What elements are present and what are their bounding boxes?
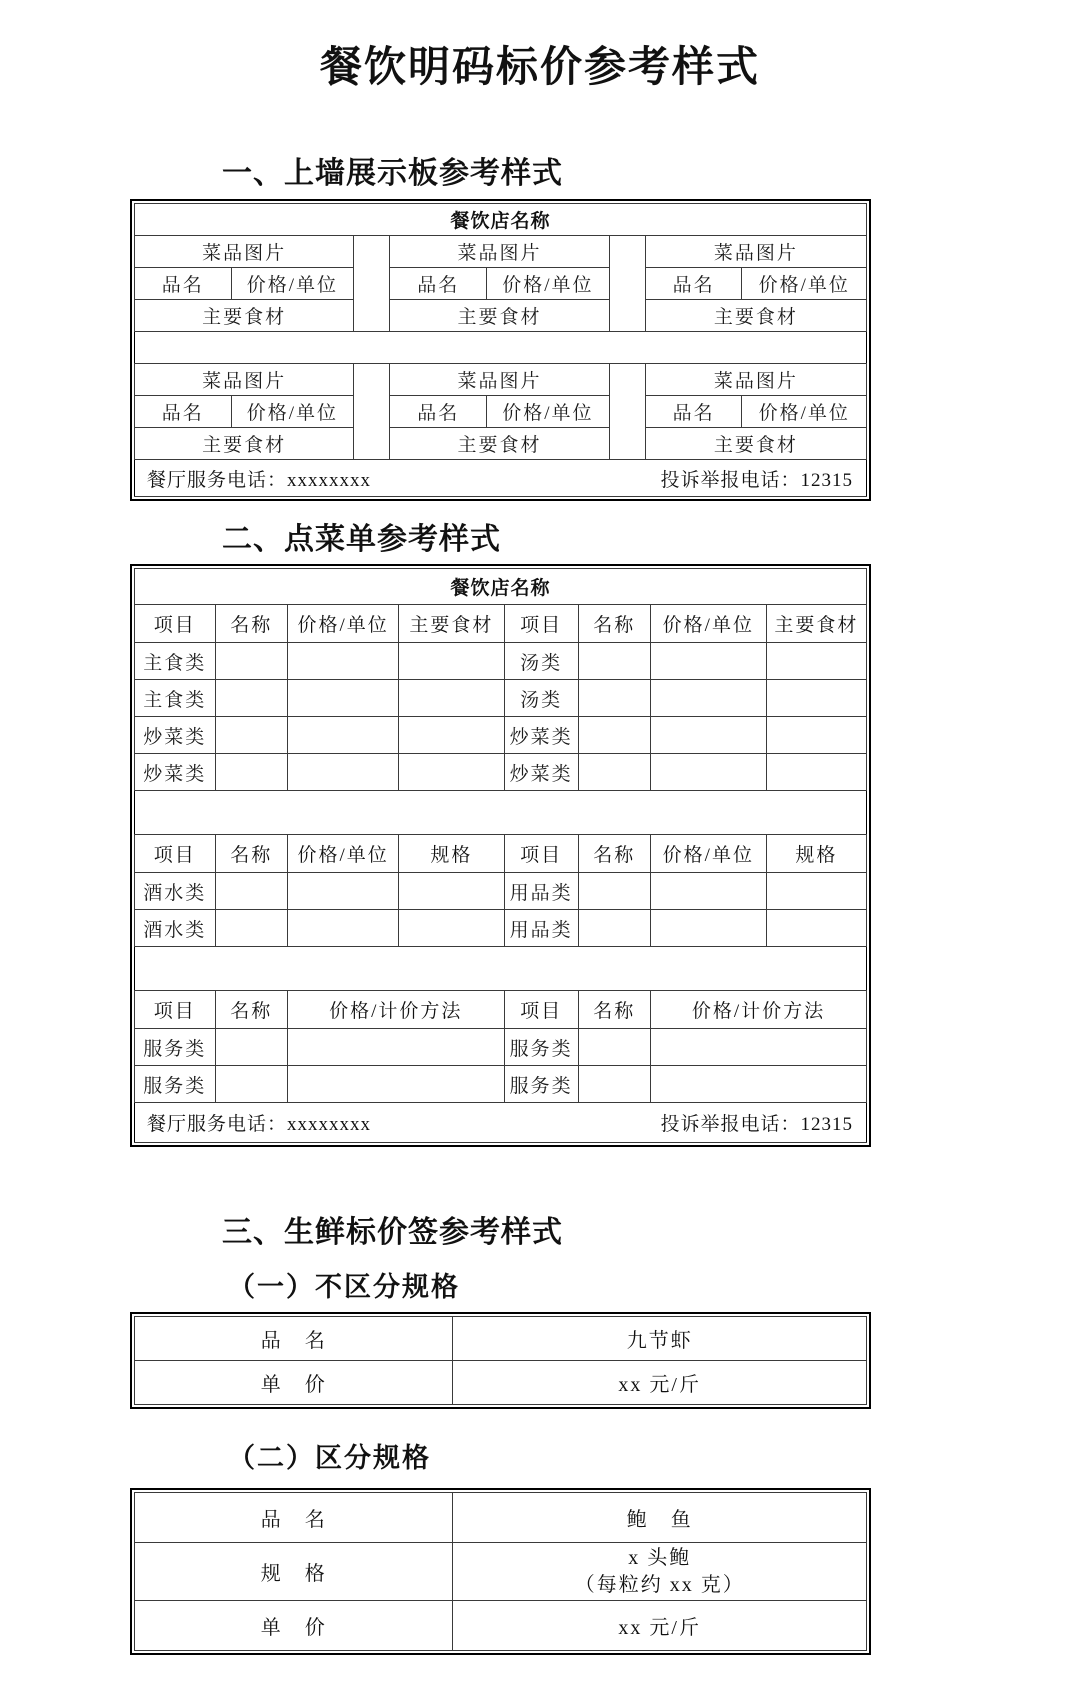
- tag-label-cell: 规 格: [135, 1543, 453, 1601]
- empty-cell: [651, 754, 767, 791]
- spacer-cell: [609, 364, 645, 460]
- empty-cell: [578, 643, 650, 680]
- empty-cell: [215, 680, 287, 717]
- empty-cell: [651, 910, 767, 947]
- section-1-heading: 一、上墙展示板参考样式: [222, 157, 563, 190]
- section-3-sub1-heading: （一）不区分规格: [228, 1272, 460, 1302]
- menu-header-cell: 项目: [135, 835, 216, 873]
- item-name-cell: 品名: [135, 396, 232, 428]
- empty-cell: [651, 1029, 867, 1066]
- menu-header-cell: 项目: [504, 991, 578, 1029]
- empty-cell: [399, 680, 504, 717]
- empty-cell: [651, 717, 767, 754]
- empty-cell: [766, 754, 866, 791]
- menu-row-label: 炒菜类: [504, 717, 578, 754]
- empty-cell: [578, 873, 650, 910]
- menu-header-cell: 名称: [215, 991, 287, 1029]
- menu-header-cell: 项目: [135, 605, 216, 643]
- empty-cell: [399, 717, 504, 754]
- main-ingredients-cell: 主要食材: [645, 300, 866, 332]
- menu-header-cell: 名称: [215, 835, 287, 873]
- menu-row-label: 炒菜类: [135, 717, 216, 754]
- dish-image-cell: 菜品图片: [135, 236, 354, 268]
- dish-image-cell: 菜品图片: [390, 236, 609, 268]
- empty-cell: [215, 910, 287, 947]
- empty-cell: [578, 1066, 650, 1103]
- empty-cell: [399, 643, 504, 680]
- empty-cell: [766, 910, 866, 947]
- menu-header-cell: 项目: [504, 835, 578, 873]
- item-name-cell: 品名: [135, 268, 232, 300]
- complaint-phone-text: 投诉举报电话：12315: [660, 469, 853, 491]
- menu-row-label: 用品类: [504, 873, 578, 910]
- menu-header-cell: 价格/单位: [651, 605, 767, 643]
- price-unit-cell: 价格/单位: [487, 268, 610, 300]
- spec-line-1: x 头鲍: [628, 1546, 692, 1569]
- menu-row-label: 炒菜类: [504, 754, 578, 791]
- menu-table: [130, 564, 871, 1147]
- menu-row-label: 汤类: [504, 680, 578, 717]
- main-ingredients-cell: 主要食材: [135, 300, 354, 332]
- menu-header-cell: 名称: [215, 605, 287, 643]
- fresh-tag-spec-table: [130, 1488, 871, 1655]
- menu-header-cell: 价格/计价方法: [651, 991, 867, 1029]
- empty-cell: [651, 680, 767, 717]
- empty-cell: [766, 680, 866, 717]
- menu-header-cell: 价格/单位: [651, 835, 767, 873]
- empty-cell: [399, 754, 504, 791]
- spacer-cell: [354, 364, 390, 460]
- empty-cell: [215, 643, 287, 680]
- tag-value-cell: 鲍 鱼: [453, 1493, 867, 1543]
- menu-row-label: 服务类: [504, 1029, 578, 1066]
- spec-line-2: （每粒约 xx 克）: [574, 1573, 745, 1596]
- menu-header-cell: 价格/单位: [287, 835, 398, 873]
- menu-header-cell: 主要食材: [766, 605, 866, 643]
- main-ingredients-cell: 主要食材: [390, 428, 609, 460]
- empty-cell: [287, 1066, 504, 1103]
- menu-row-label: 酒水类: [135, 910, 216, 947]
- menu-header-cell: 价格/计价方法: [287, 991, 504, 1029]
- spacer-row: [135, 332, 867, 364]
- item-name-cell: 品名: [390, 268, 487, 300]
- store-name-cell: 餐饮店名称: [135, 569, 867, 605]
- empty-cell: [215, 1029, 287, 1066]
- price-unit-cell: 价格/单位: [231, 268, 354, 300]
- service-phone-text: 餐厅服务电话：xxxxxxxx: [147, 1114, 372, 1135]
- empty-cell: [287, 717, 398, 754]
- wall-board-table: [130, 199, 871, 501]
- tag-label-cell: 单 价: [135, 1361, 453, 1405]
- empty-cell: [287, 680, 398, 717]
- empty-cell: [287, 754, 398, 791]
- empty-cell: [766, 873, 866, 910]
- price-unit-cell: 价格/单位: [231, 396, 354, 428]
- item-name-cell: 品名: [645, 396, 742, 428]
- menu-row-label: 服务类: [504, 1066, 578, 1103]
- menu-row-label: 酒水类: [135, 873, 216, 910]
- tag-value-cell: xx 元/斤: [453, 1601, 867, 1651]
- menu-header-cell: 名称: [578, 991, 650, 1029]
- menu-header-cell: 价格/单位: [287, 605, 398, 643]
- menu-header-cell: 主要食材: [399, 605, 504, 643]
- empty-cell: [399, 910, 504, 947]
- menu-row-label: 汤类: [504, 643, 578, 680]
- menu-row-label: 主食类: [135, 680, 216, 717]
- section-3-heading: 三、生鲜标价签参考样式: [222, 1216, 563, 1249]
- empty-cell: [651, 1066, 867, 1103]
- empty-cell: [287, 1029, 504, 1066]
- fresh-tag-simple-table: [130, 1312, 871, 1409]
- empty-cell: [215, 1066, 287, 1103]
- tag-value-cell: 九节虾: [453, 1317, 867, 1361]
- main-ingredients-cell: 主要食材: [390, 300, 609, 332]
- section-3-sub2-heading: （二）区分规格: [228, 1443, 431, 1473]
- price-unit-cell: 价格/单位: [487, 396, 610, 428]
- page-title: 餐饮明码标价参考样式: [319, 45, 760, 91]
- menu-header-cell: 规格: [766, 835, 866, 873]
- menu-header-cell: 项目: [135, 991, 216, 1029]
- empty-cell: [399, 873, 504, 910]
- spacer-row: [135, 947, 867, 991]
- empty-cell: [287, 643, 398, 680]
- main-ingredients-cell: 主要食材: [645, 428, 866, 460]
- tag-label-cell: 单 价: [135, 1601, 453, 1651]
- empty-cell: [578, 1029, 650, 1066]
- empty-cell: [651, 873, 767, 910]
- dish-image-cell: 菜品图片: [645, 236, 866, 268]
- empty-cell: [578, 910, 650, 947]
- price-unit-cell: 价格/单位: [742, 396, 867, 428]
- menu-row-label: 用品类: [504, 910, 578, 947]
- empty-cell: [215, 754, 287, 791]
- menu-header-cell: 规格: [399, 835, 504, 873]
- spacer-cell: [609, 236, 645, 332]
- tag-label-cell: 品 名: [135, 1493, 453, 1543]
- main-ingredients-cell: 主要食材: [135, 428, 354, 460]
- empty-cell: [578, 680, 650, 717]
- menu-row-label: 炒菜类: [135, 754, 216, 791]
- empty-cell: [578, 754, 650, 791]
- menu-row-label: 服务类: [135, 1066, 216, 1103]
- section-2-heading: 二、点菜单参考样式: [222, 523, 501, 556]
- empty-cell: [287, 873, 398, 910]
- menu-header-cell: 项目: [504, 605, 578, 643]
- tag-value-cell: [453, 1543, 867, 1601]
- item-name-cell: 品名: [645, 268, 742, 300]
- tag-label-cell: 品 名: [135, 1317, 453, 1361]
- empty-cell: [766, 717, 866, 754]
- spacer-cell: [354, 236, 390, 332]
- spacer-row: [135, 791, 867, 835]
- empty-cell: [215, 717, 287, 754]
- phone-row: [135, 1103, 867, 1143]
- menu-header-cell: 名称: [578, 605, 650, 643]
- empty-cell: [766, 643, 866, 680]
- dish-image-cell: 菜品图片: [390, 364, 609, 396]
- menu-row-label: 主食类: [135, 643, 216, 680]
- menu-header-cell: 名称: [578, 835, 650, 873]
- store-name-cell: 餐饮店名称: [135, 204, 867, 236]
- service-phone-text: 餐厅服务电话：xxxxxxxx: [147, 469, 372, 491]
- empty-cell: [215, 873, 287, 910]
- complaint-phone-text: 投诉举报电话：12315: [660, 1114, 853, 1135]
- phone-row: [135, 460, 867, 497]
- empty-cell: [287, 910, 398, 947]
- dish-image-cell: 菜品图片: [135, 364, 354, 396]
- price-unit-cell: 价格/单位: [742, 268, 867, 300]
- menu-row-label: 服务类: [135, 1029, 216, 1066]
- item-name-cell: 品名: [390, 396, 487, 428]
- tag-value-cell: xx 元/斤: [453, 1361, 867, 1405]
- empty-cell: [651, 643, 767, 680]
- empty-cell: [578, 717, 650, 754]
- dish-image-cell: 菜品图片: [645, 364, 866, 396]
